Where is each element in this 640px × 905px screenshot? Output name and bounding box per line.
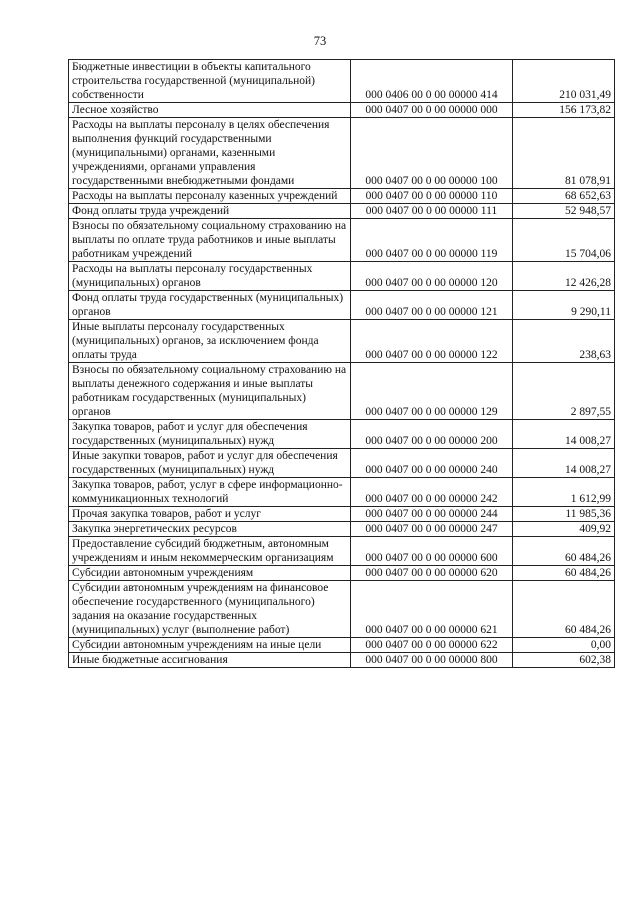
amount-cell: 12 426,28: [513, 262, 615, 291]
amount-cell: 81 078,91: [513, 118, 615, 189]
amount-cell: 2 897,55: [513, 363, 615, 420]
expense-name-cell: Закупка товаров, работ, услуг в сфере информационно-коммуникационных технологий: [69, 478, 351, 507]
amount-cell: 68 652,63: [513, 189, 615, 204]
table-row: [69, 219, 615, 262]
expense-name-cell: Взносы по обязательному социальному страхованию на выплаты по оплате труда работников и иные выплаты работникам учреждений: [69, 219, 351, 262]
expense-name-cell: Предоставление субсидий бюджетным, автономным учреждениям и иным некоммерческим организациям: [69, 537, 351, 566]
expense-name-cell: Бюджетные инвестиции в объекты капитального строительства государственной (муниципальной) собственности: [69, 60, 351, 103]
expense-name-cell: Фонд оплаты труда учреждений: [69, 204, 351, 219]
table-row: [69, 449, 615, 478]
budget-code-cell: 000 0407 00 0 00 00000 242: [351, 478, 513, 507]
table-row: [69, 363, 615, 420]
table-row: [69, 204, 615, 219]
budget-code-cell: 000 0407 00 0 00 00000 244: [351, 507, 513, 522]
budget-code-cell: 000 0407 00 0 00 00000 119: [351, 219, 513, 262]
budget-code-cell: 000 0407 00 0 00 00000 000: [351, 103, 513, 118]
budget-code-cell: 000 0407 00 0 00 00000 111: [351, 204, 513, 219]
budget-code-cell: 000 0407 00 0 00 00000 622: [351, 638, 513, 653]
amount-cell: 9 290,11: [513, 291, 615, 320]
budget-code-cell: 000 0407 00 0 00 00000 247: [351, 522, 513, 537]
amount-cell: 156 173,82: [513, 103, 615, 118]
table-row: [69, 522, 615, 537]
expense-name-cell: Прочая закупка товаров, работ и услуг: [69, 507, 351, 522]
amount-cell: 60 484,26: [513, 581, 615, 638]
expense-name-cell: Субсидии автономным учреждениям на финансовое обеспечение государственного (муниципального) задания на оказание государственных (муниципальных) услуг (выполнение работ): [69, 581, 351, 638]
budget-code-cell: 000 0407 00 0 00 00000 129: [351, 363, 513, 420]
table-row: [69, 320, 615, 363]
expense-name-cell: Закупка товаров, работ и услуг для обеспечения государственных (муниципальных) нужд: [69, 420, 351, 449]
budget-code-cell: 000 0407 00 0 00 00000 122: [351, 320, 513, 363]
budget-code-cell: 000 0407 00 0 00 00000 621: [351, 581, 513, 638]
table-row: [69, 103, 615, 118]
table-row: [69, 653, 615, 668]
table-row: [69, 60, 615, 103]
budget-code-cell: 000 0407 00 0 00 00000 120: [351, 262, 513, 291]
expense-name-cell: Расходы на выплаты персоналу в целях обеспечения выполнения функций государственными (муниципальными) органами, казенными учреждениями, органами управления государственными внебюджетными фондами: [69, 118, 351, 189]
expense-name-cell: Фонд оплаты труда государственных (муниципальных) органов: [69, 291, 351, 320]
amount-cell: 210 031,49: [513, 60, 615, 103]
table-row: [69, 420, 615, 449]
table-row: [69, 478, 615, 507]
amount-cell: 14 008,27: [513, 449, 615, 478]
expense-name-cell: Лесное хозяйство: [69, 103, 351, 118]
amount-cell: 15 704,06: [513, 219, 615, 262]
amount-cell: 602,38: [513, 653, 615, 668]
expense-name-cell: Субсидии автономным учреждениям: [69, 566, 351, 581]
budget-expenditure-table: [68, 59, 615, 668]
amount-cell: 60 484,26: [513, 566, 615, 581]
budget-code-cell: 000 0407 00 0 00 00000 800: [351, 653, 513, 668]
amount-cell: 14 008,27: [513, 420, 615, 449]
amount-cell: 1 612,99: [513, 478, 615, 507]
expense-name-cell: Закупка энергетических ресурсов: [69, 522, 351, 537]
expense-name-cell: Иные бюджетные ассигнования: [69, 653, 351, 668]
table-row: [69, 537, 615, 566]
budget-code-cell: 000 0407 00 0 00 00000 110: [351, 189, 513, 204]
table-row: [69, 566, 615, 581]
expense-name-cell: Взносы по обязательному социальному страхованию на выплаты денежного содержания и иные выплаты работникам государственных (муниципальных) органов: [69, 363, 351, 420]
amount-cell: 60 484,26: [513, 537, 615, 566]
amount-cell: 52 948,57: [513, 204, 615, 219]
expense-name-cell: Иные закупки товаров, работ и услуг для обеспечения государственных (муниципальных) нужд: [69, 449, 351, 478]
amount-cell: 11 985,36: [513, 507, 615, 522]
page-number: 73: [313, 34, 327, 48]
amount-cell: 409,92: [513, 522, 615, 537]
table-row: [69, 262, 615, 291]
expense-name-cell: Расходы на выплаты персоналу казенных учреждений: [69, 189, 351, 204]
budget-code-cell: 000 0407 00 0 00 00000 620: [351, 566, 513, 581]
budget-code-cell: 000 0407 00 0 00 00000 100: [351, 118, 513, 189]
table-row: [69, 291, 615, 320]
amount-cell: 0,00: [513, 638, 615, 653]
expense-name-cell: Иные выплаты персоналу государственных (муниципальных) органов, за исключением фонда оплаты труда: [69, 320, 351, 363]
table-row: [69, 507, 615, 522]
budget-code-cell: 000 0406 00 0 00 00000 414: [351, 60, 513, 103]
table-row: [69, 189, 615, 204]
expense-name-cell: Расходы на выплаты персоналу государственных (муниципальных) органов: [69, 262, 351, 291]
budget-code-cell: 000 0407 00 0 00 00000 200: [351, 420, 513, 449]
table-row: [69, 118, 615, 189]
budget-code-cell: 000 0407 00 0 00 00000 121: [351, 291, 513, 320]
budget-code-cell: 000 0407 00 0 00 00000 240: [351, 449, 513, 478]
table-row: [69, 638, 615, 653]
expense-name-cell: Субсидии автономным учреждениям на иные цели: [69, 638, 351, 653]
budget-code-cell: 000 0407 00 0 00 00000 600: [351, 537, 513, 566]
amount-cell: 238,63: [513, 320, 615, 363]
table-row: [69, 581, 615, 638]
